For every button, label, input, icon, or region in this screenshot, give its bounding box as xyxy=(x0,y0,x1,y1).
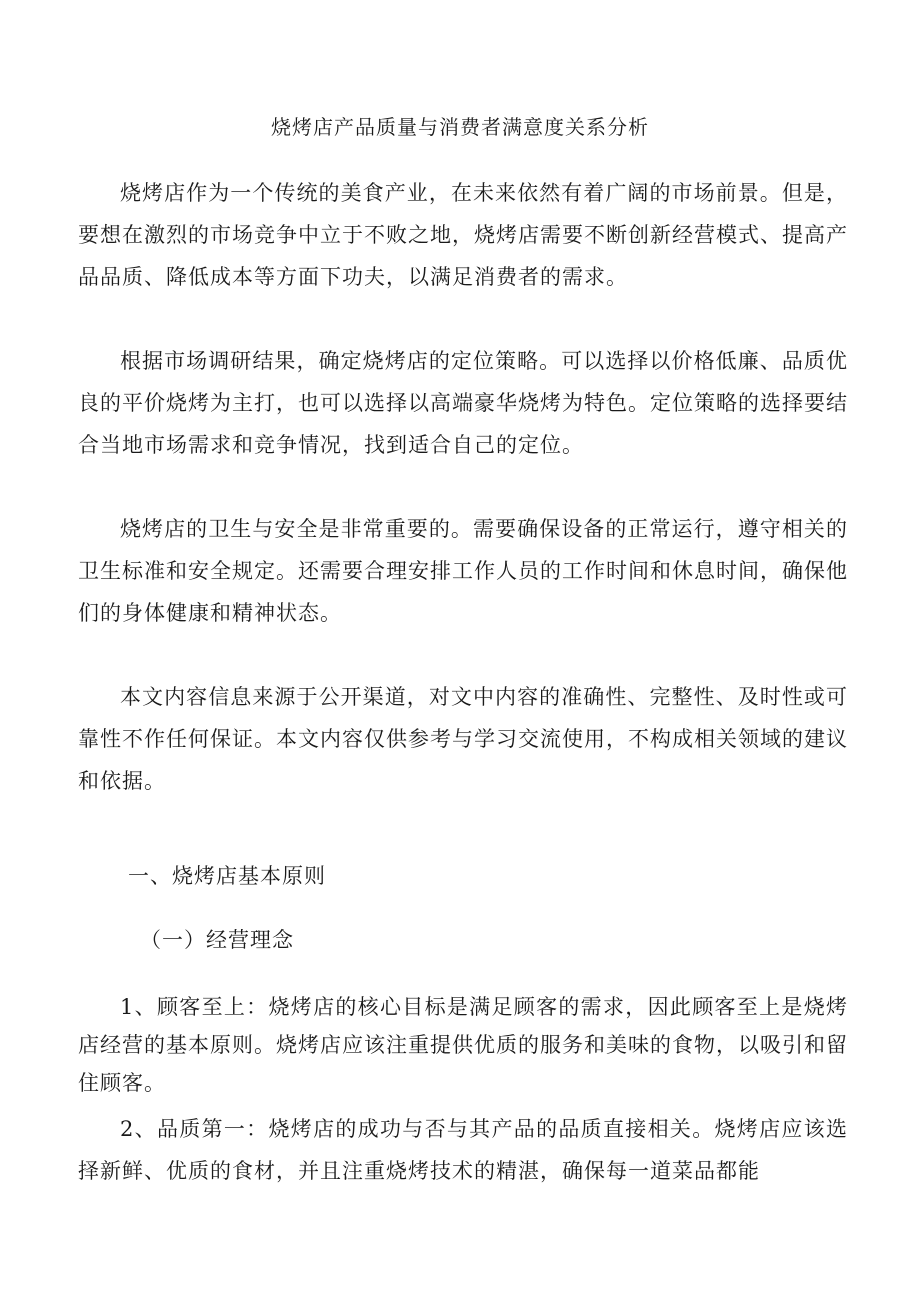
intro-paragraph-4: 本文内容信息来源于公开渠道，对文中内容的准确性、完整性、及时性或可靠性不作任何保证。本文内容仅供参考与学习交流使用，不构成相关领域的建议和依据。 xyxy=(78,685,848,793)
section-heading: 一、烧烤店基本原则 xyxy=(128,864,326,888)
intro-paragraph-1: 烧烤店作为一个传统的美食产业，在未来依然有着广阔的市场前景。但是，要想在激烈的市场竞争中立于不败之地，烧烤店需要不断创新经营模式、提高产品品质、降低成本等方面下功夫，以满足消费者的需求。 xyxy=(78,181,848,289)
subsection-heading: （一）经营理念 xyxy=(140,928,294,952)
list-item-1: 1、顾客至上：烧烤店的核心目标是满足顾客的需求，因此顾客至上是烧烤店经营的基本原则。烧烤店应该注重提供优质的服务和美味的食物，以吸引和留住顾客。 xyxy=(78,995,848,1095)
list-item-2: 2、品质第一：烧烤店的成功与否与其产品的品质直接相关。烧烤店应该选择新鲜、优质的食材，并且注重烧烤技术的精湛，确保每一道菜品都能 xyxy=(78,1117,848,1183)
intro-paragraph-3: 烧烤店的卫生与安全是非常重要的。需要确保设备的正常运行，遵守相关的卫生标准和安全规定。还需要合理安排工作人员的工作时间和休息时间，确保他们的身体健康和精神状态。 xyxy=(78,517,848,625)
intro-paragraph-2: 根据市场调研结果，确定烧烤店的定位策略。可以选择以价格低廉、品质优良的平价烧烤为主打，也可以选择以高端豪华烧烤为特色。定位策略的选择要结合当地市场需求和竞争情况，找到适合自己的定位。 xyxy=(78,349,848,457)
document-title: 烧烤店产品质量与消费者满意度关系分析 xyxy=(271,115,649,139)
